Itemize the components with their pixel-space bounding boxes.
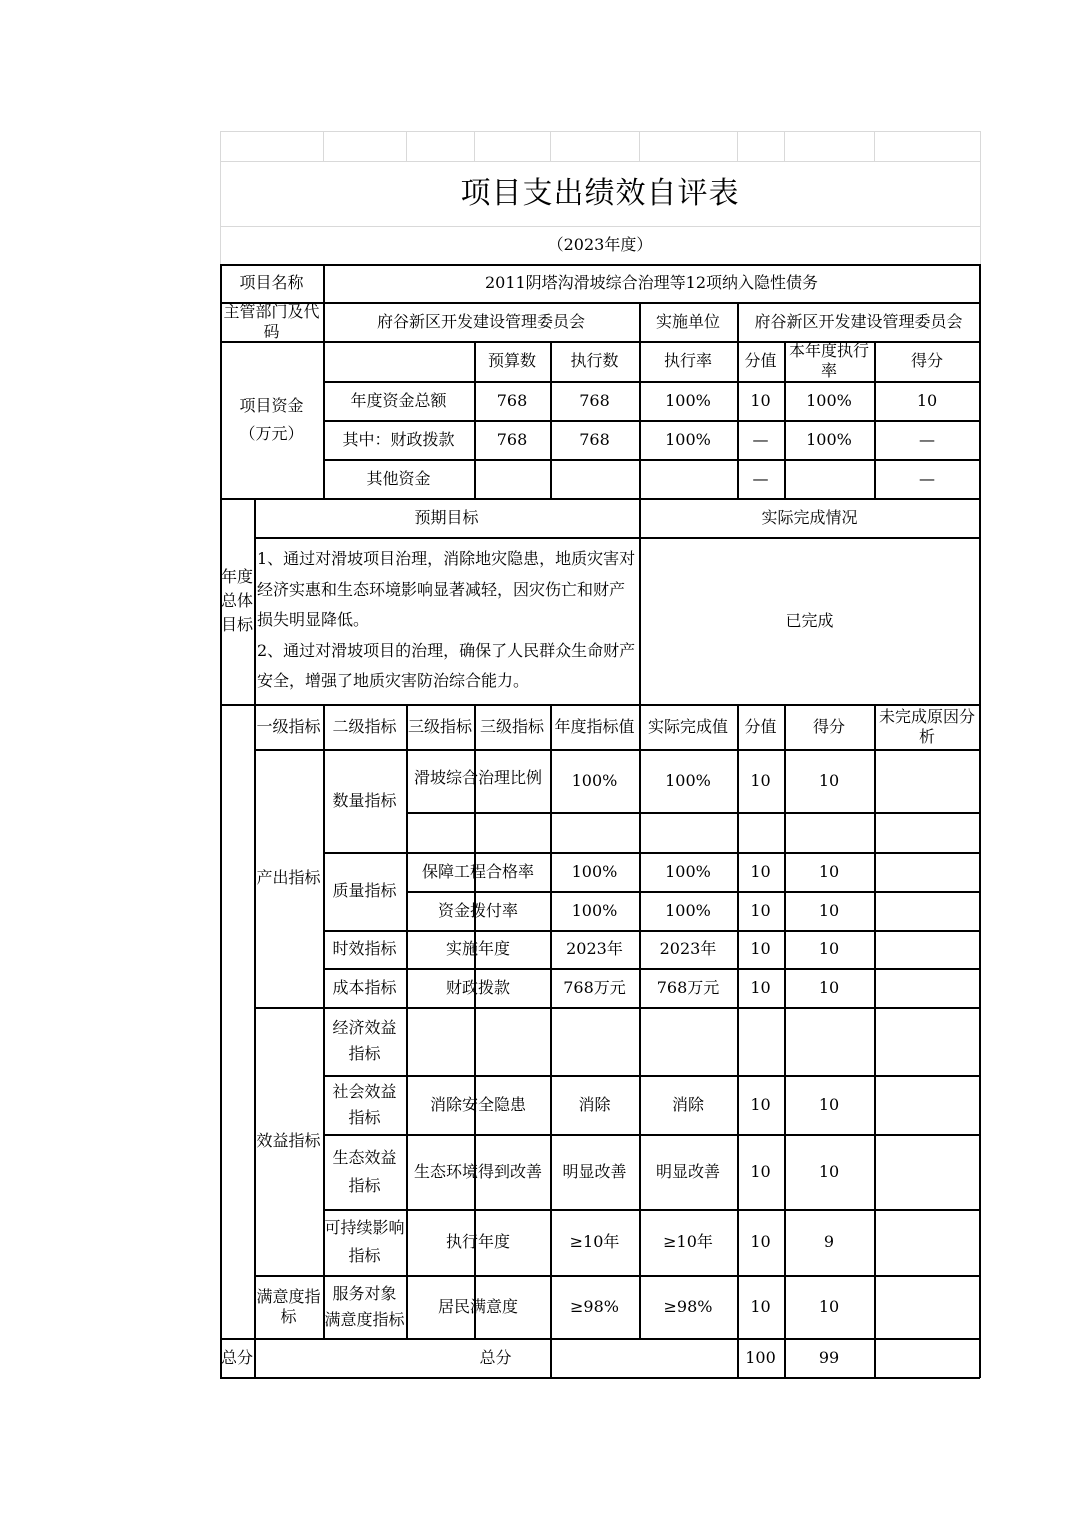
funds-cell: — [919, 468, 935, 488]
indicator-name: 保障工程合格率 [421, 861, 534, 881]
indicator-actual: 100% [665, 861, 711, 881]
indicator-header: 年度指标值 [554, 716, 635, 736]
indicator-score: 10 [818, 770, 840, 790]
funds-header: 预算数 [487, 351, 536, 370]
indicator-actual: 768万元 [656, 977, 720, 997]
performance-self-evaluation-sheet [220, 131, 980, 1378]
table-border [874, 704, 876, 1377]
level2-economic: 经济效益 指标 [332, 1018, 397, 1063]
funds-row-name: 年度资金总额 [350, 390, 447, 410]
indicator-score-value: 10 [750, 900, 771, 920]
gridline [406, 131, 407, 161]
dept-label: 主管部门及代码 [223, 301, 320, 341]
indicator-name: 资金拨付率 [437, 900, 518, 920]
impl-unit-label: 实施单位 [655, 311, 720, 331]
indicator-header: 未完成原因分析 [878, 706, 975, 746]
indicator-target: ≥10年 [569, 1232, 620, 1251]
level2-cost: 成本指标 [332, 977, 397, 997]
indicator-name: 居民满意度 [437, 1296, 518, 1316]
page-title: 项目支出绩效自评表 [460, 175, 740, 211]
indicator-score-value: 10 [750, 861, 771, 881]
funds-cell: 10 [916, 390, 938, 410]
indicator-score: 10 [818, 861, 840, 881]
indicator-name: 实施年度 [445, 939, 510, 958]
indicator-actual: ≥98% [663, 1296, 713, 1316]
indicator-target: 768万元 [563, 977, 626, 997]
total-label: 总分 [479, 1347, 512, 1367]
level2-social: 社会效益 指标 [332, 1081, 397, 1127]
indicator-name [406, 812, 550, 852]
indicator-name: 执行年度 [445, 1232, 510, 1251]
indicator-target: 明显改善 [562, 1161, 627, 1181]
indicator-target: 100% [571, 861, 618, 881]
funds-header: 本年度执行率 [788, 341, 869, 380]
funds-cell [784, 459, 874, 498]
funds-header: 执行数 [570, 351, 619, 370]
funds-header: 执行率 [663, 351, 712, 370]
level1-output: 产出指标 [256, 868, 321, 887]
funds-cell: 100% [806, 429, 852, 449]
table-border [220, 1377, 980, 1379]
level2-service-satisfaction: 服务对象 满意度指标 [324, 1283, 405, 1329]
indicator-score: 10 [818, 977, 840, 997]
expected-goal-header: 预期目标 [414, 507, 479, 527]
indicator-target: 2023年 [566, 939, 623, 958]
indicator-actual: 明显改善 [655, 1161, 720, 1181]
indicator-target: 消除 [578, 1094, 611, 1114]
indicator-target: 100% [571, 770, 618, 790]
funds-label-line1: 项目资金 [239, 395, 304, 415]
indicator-score: 10 [818, 1161, 840, 1181]
indicator-actual: 消除 [671, 1094, 704, 1114]
funds-header: 分值 [744, 351, 777, 370]
indicator-score-value: 10 [750, 1161, 771, 1181]
total-side-label: 总分 [220, 1347, 253, 1367]
level2-quantity: 数量指标 [332, 790, 397, 810]
level2-quality: 质量指标 [332, 881, 397, 900]
level2-timeliness: 时效指标 [332, 939, 397, 958]
indicator-target: 100% [571, 900, 618, 920]
indicator-actual: 100% [665, 900, 711, 920]
level2-sustainable: 可持续影响 指标 [324, 1218, 405, 1265]
gridline [874, 131, 875, 161]
indicator-header: 二级指标 [332, 716, 397, 736]
level1-benefit: 效益指标 [256, 1131, 321, 1150]
project-name-value: 2011阴塔沟滑坡综合治理等12项纳入隐性债务 [484, 273, 819, 292]
indicator-score-value: 10 [750, 770, 771, 790]
indicator-score-value: 10 [750, 1094, 771, 1114]
gridline [639, 131, 640, 161]
indicator-header: 一级指标 [256, 716, 321, 736]
indicator-score: 10 [818, 900, 840, 920]
indicator-score: 10 [818, 1296, 840, 1316]
indicator-header: 实际完成值 [647, 716, 728, 736]
indicator-header: 得分 [812, 716, 845, 736]
indicator-target: ≥98% [570, 1296, 619, 1316]
funds-cell: 768 [496, 429, 528, 449]
indicator-score: 10 [818, 939, 840, 958]
gridline [550, 131, 551, 161]
funds-cell: 100% [665, 429, 711, 449]
indicator-score-value: 10 [750, 1232, 771, 1251]
actual-completion-header: 实际完成情况 [761, 507, 858, 527]
gridline [220, 131, 980, 132]
funds-row-name: 其中：财政拨款 [342, 429, 455, 449]
funds-cell: — [919, 429, 935, 449]
funds-row-name: 其他资金 [366, 468, 431, 488]
indicator-header: 三级指标 [479, 716, 544, 736]
indicator-actual: 100% [665, 770, 711, 790]
project-name-label: 项目名称 [239, 273, 304, 292]
impl-unit-value: 府谷新区开发建设管理委员会 [754, 311, 963, 331]
level1-satisfaction: 满意度指标 [256, 1286, 321, 1326]
indicator-score-value: 10 [750, 1296, 771, 1316]
indicator-name: 生态环境得到改善 [413, 1161, 542, 1181]
funds-cell: 10 [750, 390, 771, 410]
indicator-score: 10 [818, 1094, 840, 1114]
funds-cell: — [752, 468, 769, 488]
dept-value: 府谷新区开发建设管理委员会 [376, 311, 585, 331]
funds-cell [550, 459, 639, 498]
indicator-actual: ≥10年 [663, 1232, 713, 1251]
gridline [474, 131, 475, 161]
level2-ecological: 生态效益 指标 [332, 1147, 397, 1195]
gridline [980, 131, 981, 264]
indicator-score-value: 10 [750, 939, 771, 958]
funds-cell: 768 [579, 390, 610, 410]
gridline [737, 131, 738, 161]
funds-cell: 100% [806, 390, 852, 410]
indicator-name: 消除安全隐患 [429, 1094, 526, 1114]
expected-goal-text: 1、通过对滑坡项目治理，消除地灾隐患，地质灾害对经济实惠和生态环境影响显著减轻，因灾伤亡和财产损失明显降低。 2、通过对滑坡项目的治理，确保了人民群众生命财产安全，增强了地质灾害防治综合能力。 [257, 549, 636, 691]
gridline [323, 131, 324, 161]
annual-goals-label: 年度 总体 目标 [220, 567, 253, 634]
actual-completion-text: 已完成 [785, 610, 834, 630]
funds-cell [474, 459, 550, 498]
indicator-name: 滑坡综合治理比例 [413, 767, 542, 787]
funds-cell: 768 [496, 390, 528, 410]
indicator-score-value: 10 [750, 977, 771, 997]
year-subtitle: （2023年度） [547, 235, 653, 254]
total-score: 99 [818, 1347, 840, 1367]
indicator-name [406, 1007, 550, 1075]
funds-cell: 768 [579, 429, 610, 449]
indicator-name: 财政拨款 [445, 977, 510, 997]
funds-cell [639, 459, 737, 498]
funds-label-line2: （万元） [239, 423, 304, 443]
gridline [784, 131, 785, 161]
indicator-score: 9 [823, 1232, 835, 1251]
funds-cell: — [752, 429, 769, 449]
indicator-header: 分值 [744, 716, 777, 736]
funds-cell: 100% [665, 390, 711, 410]
total-score-value: 100 [745, 1347, 776, 1367]
funds-header: 得分 [910, 351, 943, 370]
indicator-actual: 2023年 [659, 939, 717, 958]
indicator-header: 三级指标 [407, 716, 472, 736]
funds-label [220, 341, 323, 498]
